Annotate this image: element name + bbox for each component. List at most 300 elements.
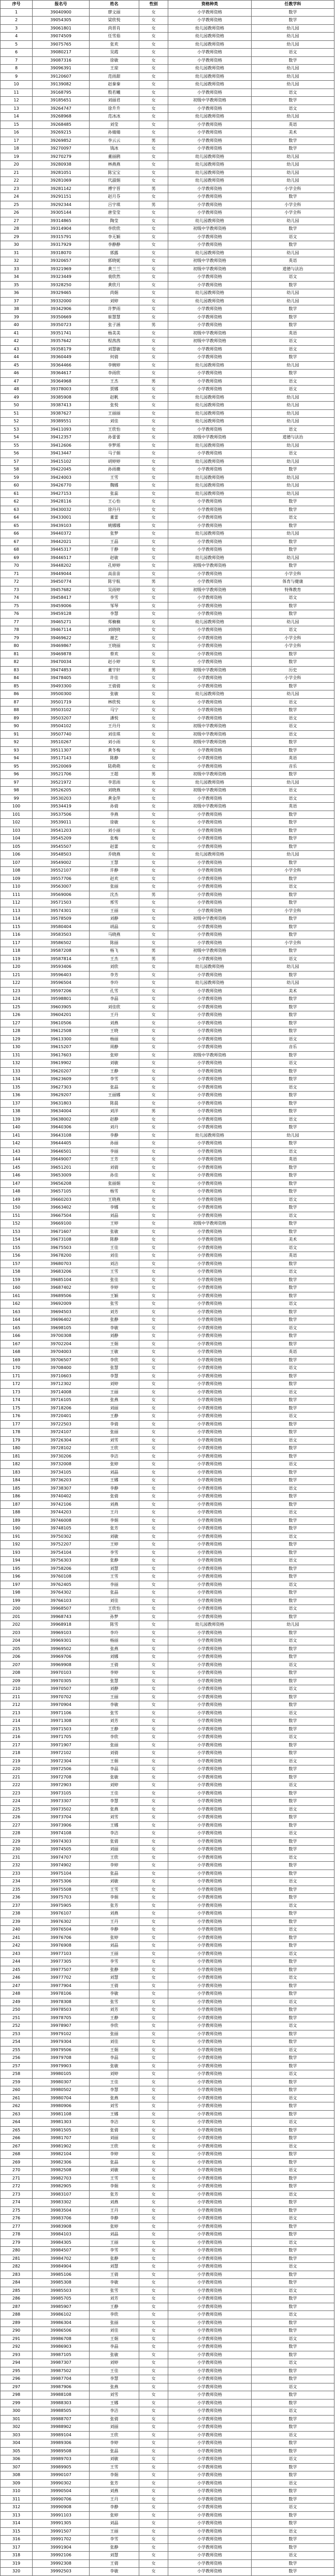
- cell-serial: 307: [1, 2463, 33, 2471]
- cell-name: 刘丽: [90, 1846, 139, 1854]
- cell-registration-number: 39412606: [33, 441, 90, 450]
- header-registration-number: 报名号: [33, 1, 90, 9]
- cell-teaching-subject: 数学: [252, 2078, 334, 2086]
- cell-serial: 67: [1, 538, 33, 546]
- cell-name: 刘芳: [90, 2295, 139, 2303]
- cell-gender: 女: [139, 2487, 168, 2496]
- cell-qualification-type: 小学教师资格: [168, 1228, 252, 1236]
- cell-registration-number: 39991904: [33, 2543, 90, 2552]
- cell-serial: 107: [1, 859, 33, 867]
- cell-qualification-type: 小学教师资格: [168, 1244, 252, 1252]
- cell-name: 王欣: [90, 1445, 139, 1453]
- table-row: [1, 1212, 334, 1220]
- cell-serial: 181: [1, 1452, 33, 1461]
- cell-registration-number: 39976504: [33, 1926, 90, 1934]
- table-row: [1, 2559, 334, 2568]
- cell-qualification-type: 小学教师资格: [168, 2030, 252, 2038]
- cell-serial: 169: [1, 1356, 33, 1364]
- table-row: [1, 1749, 334, 1758]
- cell-gender: 女: [139, 2439, 168, 2448]
- cell-qualification-type: 小学教师资格: [168, 1950, 252, 1958]
- cell-serial: 202: [1, 1621, 33, 1629]
- cell-registration-number: 39318070: [33, 249, 90, 257]
- cell-teaching-subject: 语文: [252, 2504, 334, 2512]
- cell-gender: 女: [139, 1533, 168, 1541]
- cell-name: 王超: [90, 771, 139, 779]
- table-row: [1, 105, 334, 113]
- cell-gender: 女: [139, 2504, 168, 2512]
- cell-serial: 163: [1, 1308, 33, 1316]
- cell-registration-number: 39269852: [33, 137, 90, 145]
- cell-teaching-subject: 幼儿园: [252, 161, 334, 169]
- cell-qualification-type: 幼儿园教师资格: [168, 177, 252, 185]
- cell-qualification-type: 小学教师资格: [168, 1910, 252, 1918]
- cell-qualification-type: 小学教师资格: [168, 2327, 252, 2335]
- cell-registration-number: 39314904: [33, 225, 90, 233]
- cell-qualification-type: 小学教师资格: [168, 1733, 252, 1742]
- table-row: [1, 370, 334, 378]
- cell-qualification-type: 小学教师资格: [168, 2006, 252, 2014]
- cell-teaching-subject: 数学: [252, 2279, 334, 2287]
- table-row: [1, 1147, 334, 1156]
- cell-registration-number: 39706507: [33, 1356, 90, 1364]
- table-row: [1, 698, 334, 706]
- cell-registration-number: 39973704: [33, 1814, 90, 1822]
- cell-registration-number: 39986506: [33, 2327, 90, 2335]
- cell-name: 张芳: [90, 2190, 139, 2199]
- table-row: [1, 1837, 334, 1846]
- cell-teaching-subject: 数学: [252, 1099, 334, 1108]
- cell-gender: 女: [139, 1805, 168, 1814]
- cell-registration-number: 39969502: [33, 1645, 90, 1653]
- cell-name: 孙雨薇: [90, 466, 139, 474]
- cell-registration-number: 39574301: [33, 907, 90, 915]
- cell-qualification-type: 小学教师资格: [168, 1573, 252, 1581]
- cell-teaching-subject: 数学: [252, 1228, 334, 1236]
- cell-teaching-subject: 小学全科: [252, 939, 334, 947]
- cell-serial: 115: [1, 923, 33, 931]
- cell-name: 王娟: [90, 2046, 139, 2054]
- cell-serial: 110: [1, 883, 33, 891]
- cell-gender: 女: [139, 1092, 168, 1100]
- cell-qualification-type: 幼儿园教师资格: [168, 690, 252, 699]
- table-row: [1, 409, 334, 418]
- cell-name: 李晶: [90, 2343, 139, 2351]
- cell-teaching-subject: 语文: [252, 1605, 334, 1613]
- cell-qualification-type: 小学教师资格: [168, 1837, 252, 1846]
- cell-serial: 310: [1, 2487, 33, 2496]
- cell-teaching-subject: 数学: [252, 1693, 334, 1701]
- cell-name: 刘佳: [90, 418, 139, 426]
- cell-qualification-type: 小学教师资格: [168, 1990, 252, 1998]
- cell-name: 李洁: [90, 2118, 139, 2127]
- cell-serial: 236: [1, 1894, 33, 1902]
- cell-serial: 246: [1, 1974, 33, 1982]
- cell-name: 李芳: [90, 971, 139, 979]
- cell-qualification-type: 小学教师资格: [168, 1749, 252, 1758]
- cell-registration-number: 39351741: [33, 329, 90, 337]
- cell-teaching-subject: 英语: [252, 257, 334, 266]
- cell-name: 张丽: [90, 1741, 139, 1749]
- cell-teaching-subject: 语文: [252, 1733, 334, 1742]
- cell-gender: 女: [139, 2014, 168, 2022]
- cell-registration-number: 39446517: [33, 554, 90, 562]
- cell-serial: 234: [1, 1878, 33, 1886]
- table-row: [1, 1773, 334, 1782]
- cell-name: 王杰: [90, 377, 139, 386]
- cell-serial: 71: [1, 570, 33, 578]
- cell-registration-number: 39762405: [33, 1581, 90, 1589]
- cell-registration-number: 39583503: [33, 931, 90, 939]
- cell-serial: 106: [1, 851, 33, 859]
- table-row: [1, 225, 334, 233]
- cell-name: 王丹: [90, 1011, 139, 1020]
- cell-teaching-subject: 数学: [252, 1332, 334, 1341]
- cell-qualification-type: 小学教师资格: [168, 2495, 252, 2504]
- cell-registration-number: 39469878: [33, 650, 90, 658]
- table-row: [1, 2287, 334, 2295]
- cell-name: 刘洋: [90, 1108, 139, 1116]
- cell-name: 王娜: [90, 1477, 139, 1485]
- cell-serial: 41: [1, 329, 33, 337]
- table-row: [1, 1565, 334, 1573]
- cell-gender: 女: [139, 17, 168, 25]
- cell-registration-number: 39704003: [33, 1348, 90, 1357]
- cell-gender: 男: [139, 955, 168, 963]
- cell-gender: 女: [139, 1083, 168, 1092]
- cell-name: 王娟: [90, 2335, 139, 2343]
- cell-serial: 22: [1, 177, 33, 185]
- cell-serial: 89: [1, 714, 33, 723]
- cell-qualification-type: 小学教师资格: [168, 1468, 252, 1477]
- cell-registration-number: 39634004: [33, 1108, 90, 1116]
- cell-qualification-type: 小学教师资格: [168, 1557, 252, 1565]
- cell-gender: 女: [139, 658, 168, 667]
- cell-serial: 229: [1, 1837, 33, 1846]
- cell-gender: 女: [139, 755, 168, 763]
- cell-name: 刘晓燕: [90, 787, 139, 795]
- cell-gender: 女: [139, 987, 168, 995]
- cell-serial: 319: [1, 2559, 33, 2568]
- cell-name: 王倩倩: [90, 682, 139, 690]
- cell-gender: 女: [139, 538, 168, 546]
- cell-qualification-type: 小学教师资格: [168, 1613, 252, 1621]
- cell-qualification-type: 小学教师资格: [168, 971, 252, 979]
- cell-serial: 259: [1, 2078, 33, 2086]
- cell-name: 王心怡: [90, 498, 139, 506]
- cell-qualification-type: 小学教师资格: [168, 1589, 252, 1597]
- cell-serial: 251: [1, 2014, 33, 2022]
- cell-name: 李静: [90, 2215, 139, 2223]
- cell-name: 陈静: [90, 755, 139, 763]
- cell-name: 王晓燕: [90, 1196, 139, 1204]
- cell-qualification-type: 小学教师资格: [168, 2287, 252, 2295]
- cell-serial: 213: [1, 1709, 33, 1717]
- table-row: [1, 2399, 334, 2407]
- cell-gender: 女: [139, 2351, 168, 2359]
- cell-qualification-type: 初级中学教师资格: [168, 257, 252, 266]
- cell-serial: 101: [1, 811, 33, 819]
- cell-serial: 31: [1, 249, 33, 257]
- cell-registration-number: 39987105: [33, 2351, 90, 2359]
- cell-gender: 女: [139, 33, 168, 41]
- cell-qualification-type: 小学教师资格: [168, 1027, 252, 1036]
- cell-teaching-subject: 语文: [252, 2455, 334, 2464]
- cell-teaching-subject: 数学: [252, 498, 334, 506]
- cell-serial: 219: [1, 1757, 33, 1765]
- cell-name: 王雪: [90, 1573, 139, 1581]
- cell-qualification-type: 小学教师资格: [168, 145, 252, 153]
- table-row: [1, 8, 334, 17]
- cell-serial: 179: [1, 1436, 33, 1445]
- table-row: [1, 2215, 334, 2223]
- cell-gender: 女: [139, 1035, 168, 1043]
- cell-teaching-subject: 语文: [252, 1364, 334, 1373]
- cell-name: 张芳: [90, 1902, 139, 1910]
- cell-qualification-type: 小学教师资格: [168, 2343, 252, 2351]
- cell-name: 王婷: [90, 1541, 139, 1549]
- cell-registration-number: 39651201: [33, 1164, 90, 1172]
- cell-teaching-subject: 数学: [252, 2375, 334, 2383]
- cell-qualification-type: 小学教师资格: [168, 762, 252, 771]
- cell-qualification-type: 小学教师资格: [168, 498, 252, 506]
- cell-teaching-subject: 数学: [252, 899, 334, 907]
- cell-gender: 女: [139, 1966, 168, 1974]
- cell-teaching-subject: 数学: [252, 1525, 334, 1533]
- cell-registration-number: 39596504: [33, 979, 90, 988]
- table-row: [1, 2504, 334, 2512]
- cell-name: 刘丽君: [90, 97, 139, 105]
- cell-qualification-type: 小学教师资格: [168, 746, 252, 755]
- table-row: [1, 2343, 334, 2351]
- cell-qualification-type: 小学教师资格: [168, 1124, 252, 1132]
- cell-gender: 女: [139, 466, 168, 474]
- cell-qualification-type: 小学教师资格: [168, 522, 252, 530]
- cell-gender: 女: [139, 2183, 168, 2191]
- cell-qualification-type: 小学教师资格: [168, 2126, 252, 2135]
- cell-gender: 女: [139, 1468, 168, 1477]
- cell-serial: 93: [1, 746, 33, 755]
- cell-gender: 女: [139, 209, 168, 217]
- cell-registration-number: 39724107: [33, 1429, 90, 1437]
- cell-name: 刘婷: [90, 1782, 139, 1790]
- cell-teaching-subject: 数学: [252, 1886, 334, 1894]
- cell-gender: 女: [139, 361, 168, 370]
- cell-registration-number: 39357642: [33, 337, 90, 346]
- cell-serial: 78: [1, 626, 33, 635]
- table-row: [1, 313, 334, 321]
- table-row: [1, 2118, 334, 2127]
- cell-serial: 23: [1, 185, 33, 193]
- cell-gender: 女: [139, 1324, 168, 1332]
- cell-name: 张晶: [90, 1589, 139, 1597]
- cell-name: 张婷: [90, 2222, 139, 2231]
- cell-serial: 253: [1, 2030, 33, 2038]
- cell-gender: 女: [139, 1276, 168, 1284]
- table-row: [1, 1517, 334, 1525]
- cell-serial: 33: [1, 265, 33, 273]
- cell-registration-number: 39979708: [33, 2054, 90, 2063]
- cell-registration-number: 39971907: [33, 1741, 90, 1749]
- cell-teaching-subject: 数学: [252, 1870, 334, 1878]
- cell-qualification-type: 小学教师资格: [168, 1404, 252, 1412]
- cell-name: 杨丽: [90, 1637, 139, 1645]
- cell-teaching-subject: 幼儿园: [252, 153, 334, 161]
- cell-gender: 女: [139, 1076, 168, 1084]
- cell-registration-number: 39974707: [33, 1853, 90, 1862]
- cell-qualification-type: 小学教师资格: [168, 1059, 252, 1068]
- table-row: [1, 666, 334, 674]
- cell-name: 廖文丽: [90, 8, 139, 17]
- cell-qualification-type: 小学教师资格: [168, 241, 252, 249]
- cell-teaching-subject: 幼儿园: [252, 1621, 334, 1629]
- cell-serial: 10: [1, 81, 33, 89]
- cell-qualification-type: 小学教师资格: [168, 642, 252, 651]
- cell-qualification-type: 初级中学教师资格: [168, 586, 252, 594]
- cell-name: 刘雪: [90, 1436, 139, 1445]
- cell-qualification-type: 小学教师资格: [168, 755, 252, 763]
- table-row: [1, 1525, 334, 1533]
- cell-registration-number: 39974902: [33, 1862, 90, 1870]
- table-row: [1, 923, 334, 931]
- cell-name: 王丽: [90, 2239, 139, 2247]
- cell-registration-number: 39439103: [33, 522, 90, 530]
- cell-gender: 女: [139, 1597, 168, 1605]
- cell-serial: 21: [1, 169, 33, 177]
- cell-name: 王丽: [90, 1693, 139, 1701]
- cell-gender: 女: [139, 819, 168, 827]
- cell-serial: 290: [1, 2327, 33, 2335]
- cell-qualification-type: 小学教师资格: [168, 56, 252, 65]
- cell-name: 张丽: [90, 2030, 139, 2038]
- table-row: [1, 1284, 334, 1292]
- cell-teaching-subject: 数学: [252, 56, 334, 65]
- cell-registration-number: 39569006: [33, 891, 90, 899]
- cell-registration-number: 39702204: [33, 1340, 90, 1348]
- cell-name: 李慧: [90, 1798, 139, 1806]
- cell-registration-number: 39424003: [33, 474, 90, 482]
- cell-gender: 女: [139, 1003, 168, 1011]
- cell-qualification-type: 小学教师资格: [168, 2271, 252, 2279]
- table-row: [1, 2431, 334, 2439]
- cell-serial: 60: [1, 482, 33, 490]
- cell-name: 张婷: [90, 2511, 139, 2520]
- cell-teaching-subject: 数学: [252, 1565, 334, 1573]
- cell-teaching-subject: 语文: [252, 1035, 334, 1043]
- table-row: [1, 1557, 334, 1565]
- table-row: [1, 2495, 334, 2504]
- cell-qualification-type: 小学教师资格: [168, 1902, 252, 1910]
- cell-serial: 133: [1, 1067, 33, 1076]
- cell-qualification-type: 小学教师资格: [168, 233, 252, 241]
- cell-name: 王敏: [90, 1348, 139, 1357]
- table-row: [1, 1942, 334, 1950]
- cell-name: 董蕾: [90, 514, 139, 522]
- cell-name: 刘静: [90, 1685, 139, 1694]
- cell-qualification-type: 小学教师资格: [168, 2231, 252, 2239]
- cell-teaching-subject: 数学: [252, 1420, 334, 1429]
- cell-gender: 女: [139, 1974, 168, 1982]
- cell-qualification-type: 幼儿园教师资格: [168, 618, 252, 626]
- cell-serial: 154: [1, 1236, 33, 1244]
- cell-registration-number: 39281069: [33, 177, 90, 185]
- cell-gender: 女: [139, 2311, 168, 2319]
- cell-qualification-type: 小学教师资格: [168, 794, 252, 803]
- cell-teaching-subject: 数学: [252, 658, 334, 667]
- table-row: [1, 1324, 334, 1332]
- cell-teaching-subject: 数学: [252, 1821, 334, 1830]
- cell-registration-number: 39314865: [33, 217, 90, 225]
- cell-registration-number: 39736203: [33, 1477, 90, 1485]
- cell-serial: 47: [1, 377, 33, 386]
- cell-serial: 17: [1, 137, 33, 145]
- cell-name: 唐莹莹: [90, 209, 139, 217]
- cell-name: 李敏: [90, 2279, 139, 2287]
- cell-serial: 15: [1, 121, 33, 129]
- cell-name: 李洁: [90, 2407, 139, 2416]
- cell-registration-number: 39973105: [33, 1789, 90, 1798]
- cell-serial: 289: [1, 2319, 33, 2327]
- cell-name: 王欣: [90, 1853, 139, 1862]
- cell-registration-number: 39975306: [33, 1878, 90, 1886]
- cell-gender: 女: [139, 2568, 168, 2576]
- table-row: [1, 2199, 334, 2207]
- cell-serial: 4: [1, 33, 33, 41]
- cell-name: 孙倩: [90, 803, 139, 811]
- table-row: [1, 2375, 334, 2383]
- cell-name: 赵秦秦: [90, 81, 139, 89]
- cell-serial: 176: [1, 1412, 33, 1421]
- cell-registration-number: 39968918: [33, 1621, 90, 1629]
- cell-registration-number: 39991103: [33, 2511, 90, 2520]
- cell-name: 沈杰: [90, 891, 139, 899]
- cell-teaching-subject: 美术: [252, 987, 334, 995]
- cell-name: 王倩: [90, 1661, 139, 1669]
- cell-name: 杨飞: [90, 947, 139, 955]
- cell-serial: 120: [1, 963, 33, 971]
- cell-gender: 女: [139, 1051, 168, 1059]
- cell-gender: 女: [139, 2271, 168, 2279]
- cell-name: 王娜: [90, 2399, 139, 2407]
- cell-registration-number: 39973307: [33, 1798, 90, 1806]
- cell-qualification-type: 小学教师资格: [168, 1966, 252, 1974]
- table-row: [1, 1894, 334, 1902]
- table-row: [1, 2295, 334, 2303]
- cell-qualification-type: 小学教师资格: [168, 1067, 252, 1076]
- cell-name: 李晶: [90, 2054, 139, 2063]
- cell-teaching-subject: 数学: [252, 2199, 334, 2207]
- cell-teaching-subject: 语文: [252, 2311, 334, 2319]
- cell-teaching-subject: 语文: [252, 233, 334, 241]
- cell-gender: 男: [139, 578, 168, 586]
- cell-teaching-subject: 数学: [252, 2559, 334, 2568]
- cell-gender: 女: [139, 1685, 168, 1694]
- cell-name: 刘婷: [90, 1380, 139, 1389]
- cell-gender: 女: [139, 345, 168, 354]
- cell-serial: 314: [1, 2520, 33, 2528]
- cell-qualification-type: 小学教师资格: [168, 1147, 252, 1156]
- cell-qualification-type: 小学教师资格: [168, 425, 252, 434]
- cell-name: 李洁: [90, 1452, 139, 1461]
- cell-serial: 303: [1, 2431, 33, 2439]
- table-row: [1, 1429, 334, 1437]
- cell-qualification-type: 小学教师资格: [168, 2062, 252, 2070]
- cell-registration-number: 39646501: [33, 1147, 90, 1156]
- cell-qualification-type: 小学教师资格: [168, 1292, 252, 1300]
- cell-serial: 123: [1, 987, 33, 995]
- cell-qualification-type: 小学教师资格: [168, 899, 252, 907]
- cell-registration-number: 39539011: [33, 819, 90, 827]
